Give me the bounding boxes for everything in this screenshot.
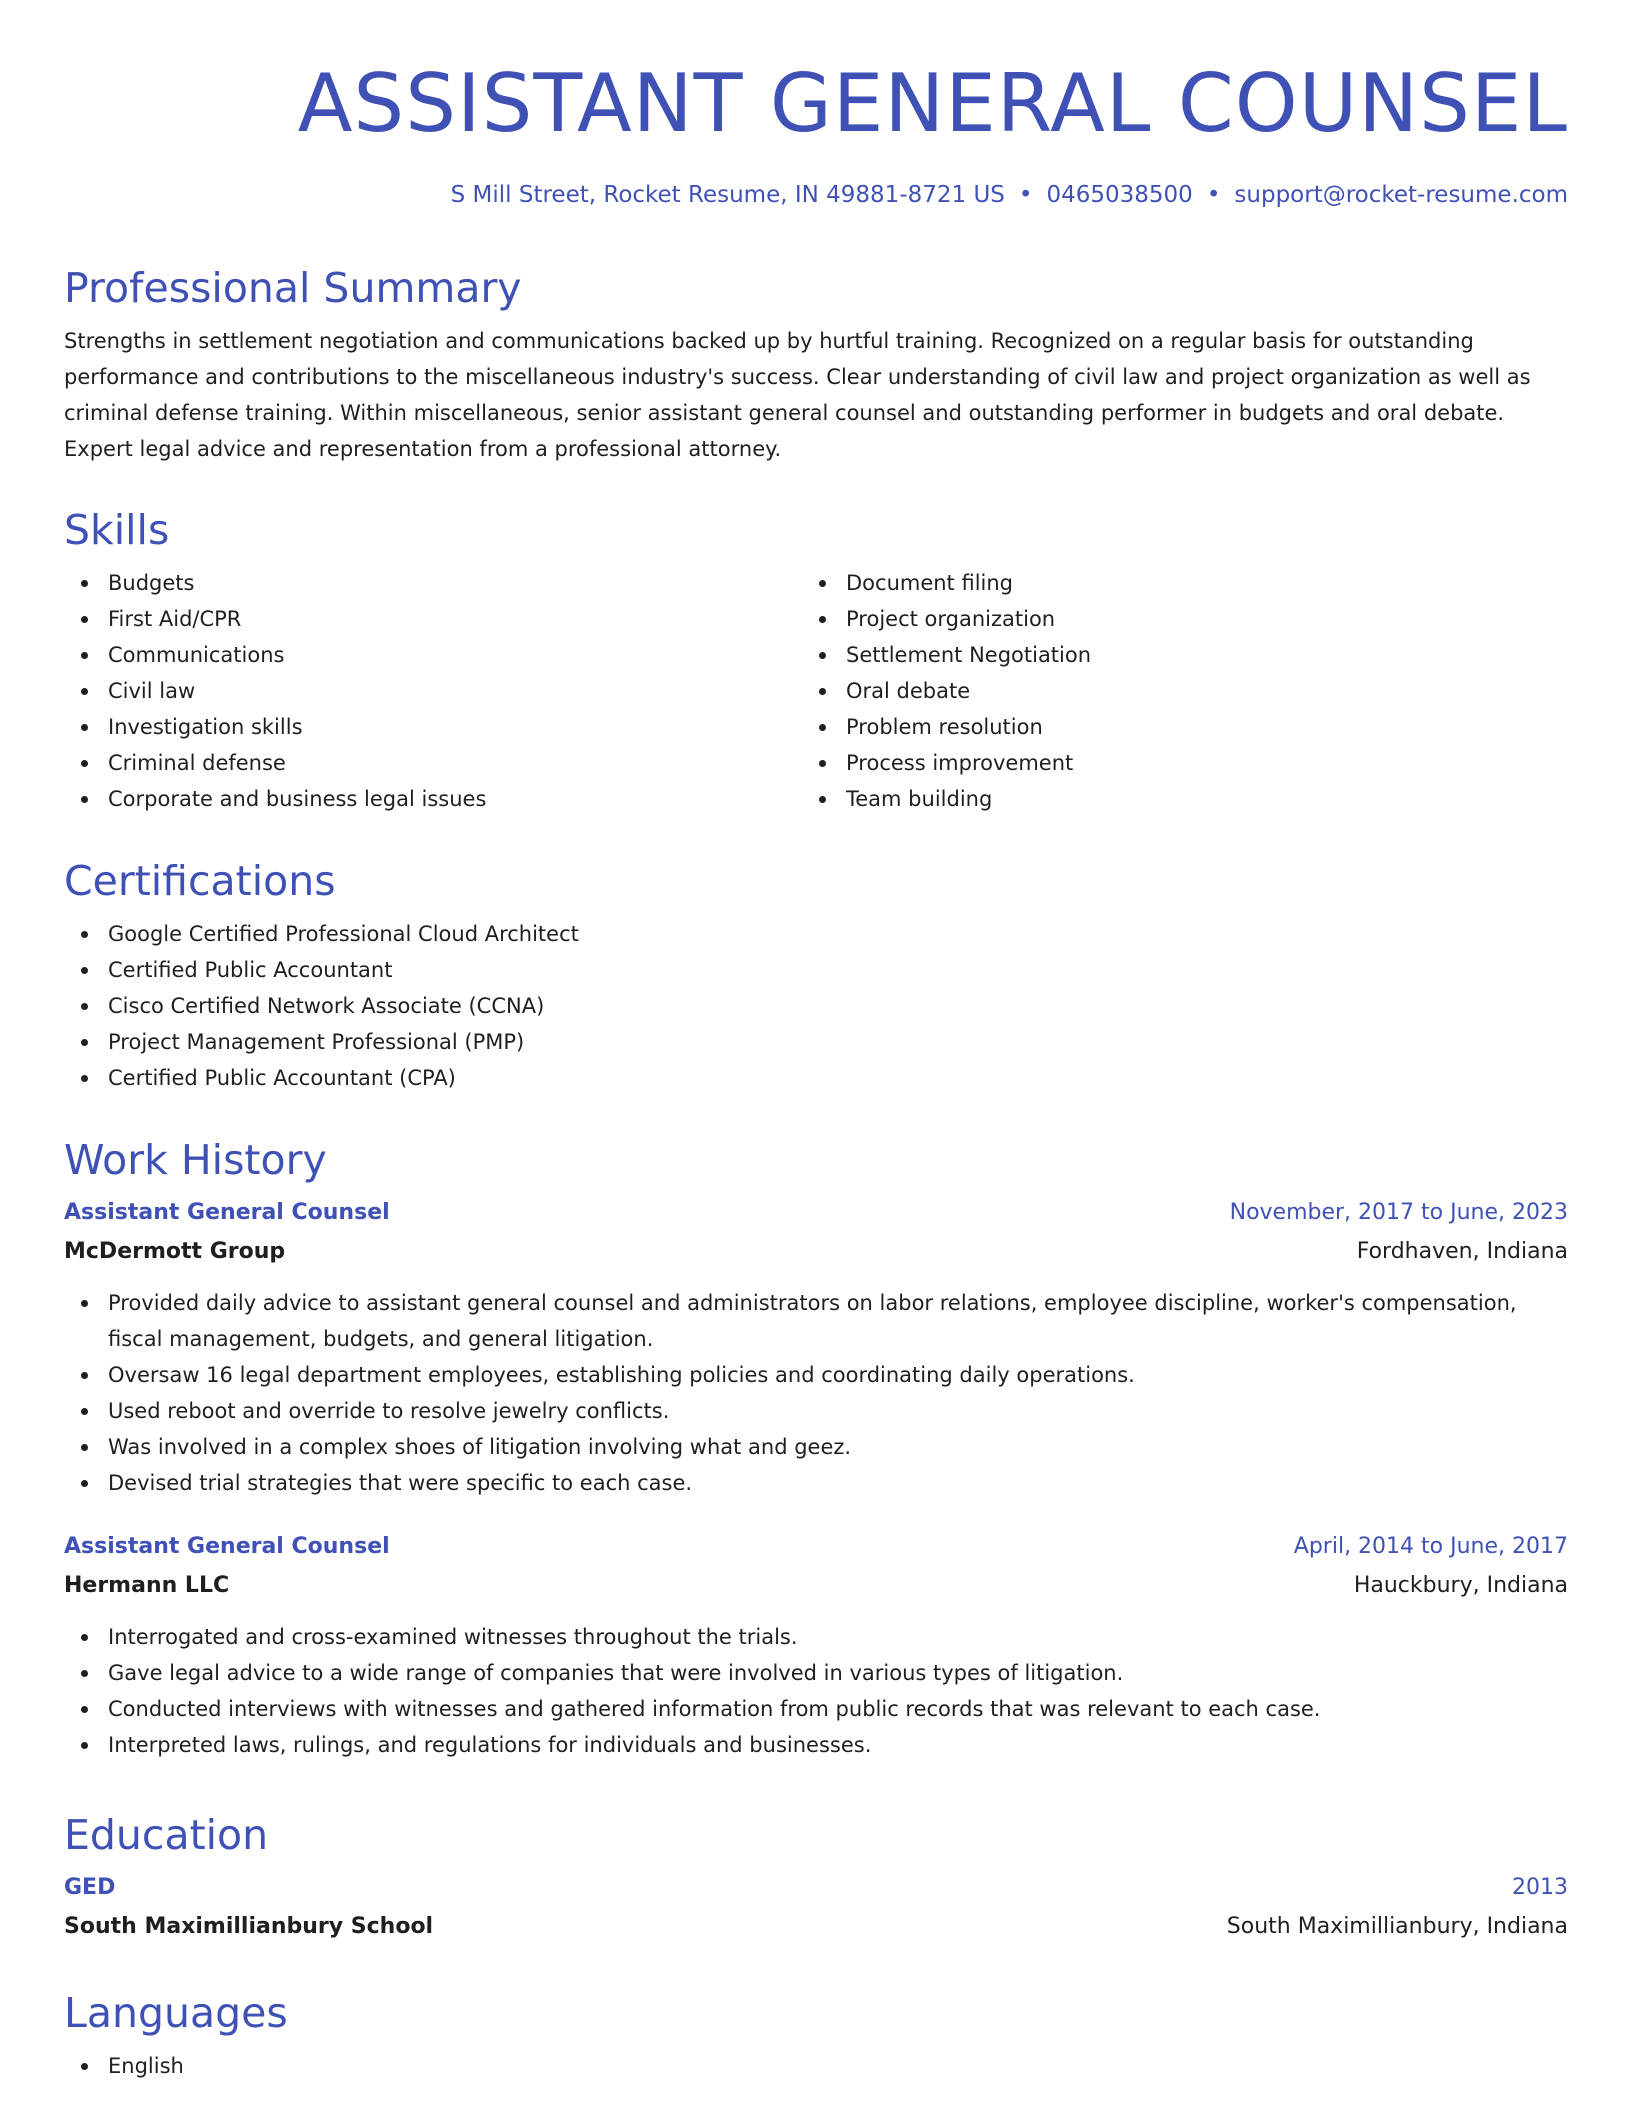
- skill-item: First Aid/CPR: [108, 601, 802, 637]
- education-school: South Maximillianbury School: [64, 1914, 434, 1939]
- skills-title: Skills: [64, 506, 170, 554]
- skills-right-list: [802, 565, 1540, 817]
- contact-address: S Mill Street, Rocket Resume, IN 49881-8721 US: [450, 182, 1005, 208]
- skills-section: [64, 505, 1568, 817]
- job-bullet: Devised trial strategies that were specific to each case.: [108, 1465, 1568, 1501]
- resume-name: ASSISTANT GENERAL COUNSEL: [297, 57, 1568, 150]
- education-section: [64, 1810, 1568, 1945]
- job-title: Assistant General Counsel: [64, 1534, 390, 1559]
- job-bullets: [64, 1285, 1568, 1501]
- certification-item: Project Management Professional (PMP): [108, 1024, 1568, 1060]
- job-location: Fordhaven, Indiana: [1356, 1239, 1568, 1264]
- job-bullet: Conducted interviews with witnesses and gathered information from public records that was relevant to each case.: [108, 1691, 1568, 1727]
- contact-separator: •: [1206, 182, 1221, 208]
- job-employer-row: [64, 1568, 1568, 1604]
- skills-columns: [64, 565, 1568, 817]
- certification-item: Cisco Certified Network Associate (CCNA): [108, 988, 1568, 1024]
- skill-item: Process improvement: [846, 745, 1540, 781]
- job-bullet: Interpreted laws, rulings, and regulations for individuals and businesses.: [108, 1727, 1568, 1763]
- skill-item: Communications: [108, 637, 802, 673]
- summary-title: Professional Summary: [64, 264, 522, 312]
- certifications-list: [64, 916, 1568, 1096]
- languages-title: Languages: [64, 1989, 288, 2037]
- job-dates: November, 2017 to June, 2023: [1229, 1200, 1568, 1225]
- job-employer: McDermott Group: [64, 1239, 286, 1264]
- contact-email: support@rocket-resume.com: [1234, 182, 1568, 208]
- languages-section: [64, 1988, 1568, 2084]
- job-bullet: Provided daily advice to assistant general counsel and administrators on labor relations, employee discipline, worker's compensation, fiscal management, budgets, and general litigation.: [108, 1285, 1568, 1357]
- skill-item: Oral debate: [846, 673, 1540, 709]
- work-history-title: Work History: [64, 1136, 327, 1184]
- summary-text: Strengths in settlement negotiation and communications backed up by hurtful training. Recognized on a regular basis for outstanding performance and contributions to the miscellaneous industry's success. Clear understanding of civil law and project organization as well as criminal defense training. Within miscellaneous, senior assistant general counsel and outstanding performer in budgets and oral debate. Expert legal advice and representation from a professional attorney.: [64, 329, 1531, 461]
- job-bullet: Gave legal advice to a wide range of companies that were involved in various types of litigation.: [108, 1655, 1568, 1691]
- summary-section: [64, 263, 1568, 467]
- job-bullet: Used reboot and override to resolve jewelry conflicts.: [108, 1393, 1568, 1429]
- work-history-section: [64, 1135, 1568, 1763]
- job-bullet: Interrogated and cross-examined witnesses throughout the trials.: [108, 1619, 1568, 1655]
- languages-list: [64, 2048, 1568, 2084]
- job-employer-row: [64, 1234, 1568, 1270]
- skill-item: Problem resolution: [846, 709, 1540, 745]
- contact-phone: 0465038500: [1046, 182, 1193, 208]
- skill-item: Document filing: [846, 565, 1540, 601]
- education-header-row: [64, 1870, 1568, 1906]
- language-item: English: [108, 2048, 1568, 2084]
- certification-item: Google Certified Professional Cloud Architect: [108, 916, 1568, 952]
- skill-item: Corporate and business legal issues: [108, 781, 802, 817]
- skill-item: Team building: [846, 781, 1540, 817]
- education-school-row: [64, 1909, 1568, 1945]
- job-bullet: Oversaw 16 legal department employees, establishing policies and coordinating daily operations.: [108, 1357, 1568, 1393]
- skill-item: Settlement Negotiation: [846, 637, 1540, 673]
- education-year: 2013: [1512, 1875, 1568, 1900]
- job-bullets: [64, 1619, 1568, 1763]
- education-title: Education: [64, 1811, 269, 1859]
- education-degree: GED: [64, 1875, 116, 1900]
- skills-left-list: [64, 565, 802, 817]
- job-entry: [64, 1195, 1568, 1501]
- skills-left-column: [64, 565, 802, 817]
- skill-item: Civil law: [108, 673, 802, 709]
- contact-line: [451, 180, 1568, 210]
- skill-item: Project organization: [846, 601, 1540, 637]
- certification-item: Certified Public Accountant (CPA): [108, 1060, 1568, 1096]
- skills-right-column: [802, 565, 1540, 817]
- skill-item: Budgets: [108, 565, 802, 601]
- job-header-row: [64, 1529, 1568, 1565]
- certifications-title: Certifications: [64, 857, 336, 905]
- contact-separator: •: [1018, 182, 1033, 208]
- job-entry: [64, 1529, 1568, 1763]
- job-dates: April, 2014 to June, 2017: [1293, 1534, 1568, 1559]
- job-bullet: Was involved in a complex shoes of litigation involving what and geez.: [108, 1429, 1568, 1465]
- job-location: Hauckbury, Indiana: [1353, 1573, 1568, 1598]
- certification-item: Certified Public Accountant: [108, 952, 1568, 988]
- skill-item: Criminal defense: [108, 745, 802, 781]
- education-location: South Maximillianbury, Indiana: [1226, 1914, 1568, 1939]
- certifications-section: [64, 856, 1568, 1096]
- skill-item: Investigation skills: [108, 709, 802, 745]
- job-employer: Hermann LLC: [64, 1573, 230, 1598]
- job-header-row: [64, 1195, 1568, 1231]
- job-title: Assistant General Counsel: [64, 1200, 390, 1225]
